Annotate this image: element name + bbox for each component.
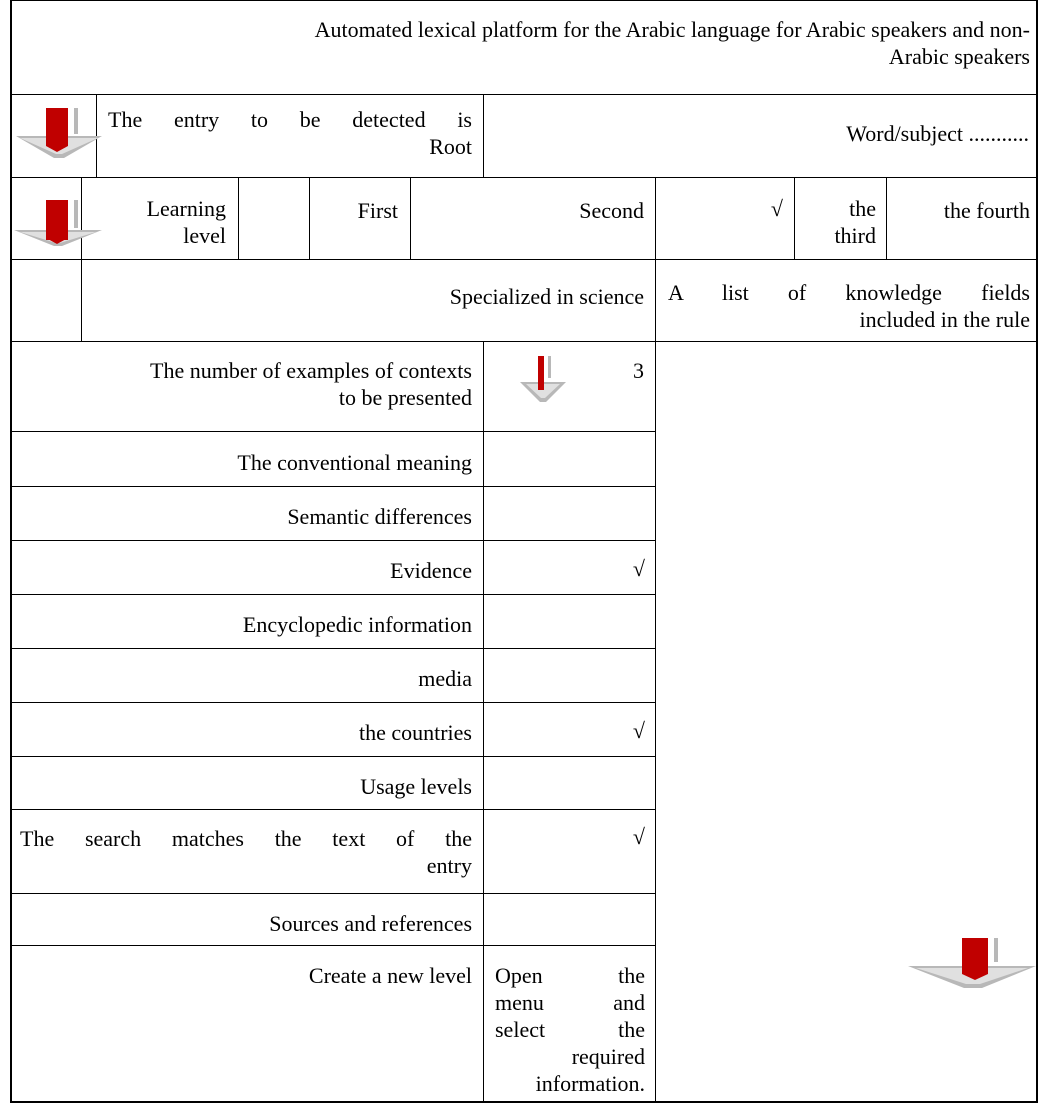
- option-check[interactable]: √: [632, 556, 645, 581]
- learning-level-line-2: level: [183, 223, 226, 248]
- knowledge-fields-line-2: included in the rule: [859, 307, 1030, 332]
- examples-count-value[interactable]: 3: [633, 358, 644, 383]
- instr-line-1: [495, 962, 645, 989]
- specialized-in-science-label: Specialized in science: [449, 284, 644, 309]
- option-label: Semantic differences: [287, 504, 472, 529]
- level-third-option[interactable]: [798, 195, 876, 249]
- search-matches-label: [20, 825, 472, 879]
- examples-count-line-1: The number of examples of contexts: [150, 358, 472, 383]
- knowledge-fields-list[interactable]: [668, 279, 1030, 333]
- level-fourth-option[interactable]: the fourth: [943, 198, 1030, 223]
- knowledge-fields-line-1: A list of knowledge fields: [668, 280, 1030, 305]
- search-matches-line-2: entry: [426, 853, 472, 878]
- search-matches-check[interactable]: √: [632, 824, 645, 849]
- down-arrow-icon[interactable]: [518, 352, 568, 404]
- entry-label-line-1: The entry to be detected is: [108, 107, 472, 132]
- down-arrow-icon[interactable]: [14, 100, 104, 160]
- create-new-level-label: Create a new level: [308, 963, 472, 988]
- platform-title-line-2: Arabic speakers: [888, 44, 1030, 69]
- instr-word: select: [495, 1017, 546, 1042]
- instr-word: Open: [495, 963, 543, 988]
- instr-word: the: [618, 1017, 645, 1042]
- option-check[interactable]: √: [632, 718, 645, 743]
- option-label: media: [418, 666, 472, 691]
- examples-count-label: [20, 357, 472, 411]
- learning-level-label: [88, 195, 226, 249]
- entry-label: [108, 106, 472, 160]
- examples-count-line-2: to be presented: [338, 385, 472, 410]
- option-label: The conventional meaning: [237, 450, 472, 475]
- option-label: Evidence: [390, 558, 472, 583]
- level-first-option[interactable]: First: [357, 198, 398, 223]
- platform-title: [20, 16, 1030, 70]
- down-arrow-icon[interactable]: [906, 932, 1038, 990]
- instr-word: the: [618, 963, 645, 988]
- word-subject-field[interactable]: Word/subject ...........: [846, 121, 1029, 146]
- instr-line-5: information.: [535, 1071, 645, 1096]
- entry-label-line-2: Root: [429, 134, 472, 159]
- search-matches-line-1: The search matches the text of the: [20, 826, 472, 851]
- option-label: the countries: [358, 720, 472, 745]
- instr-word: and: [613, 990, 645, 1015]
- level-second-option[interactable]: Second: [579, 198, 644, 223]
- option-label: Usage levels: [360, 774, 472, 799]
- sources-references-label: Sources and references: [269, 911, 472, 936]
- level-third-line-2: third: [834, 223, 876, 248]
- instr-line-2: [495, 989, 645, 1016]
- instr-line-3: [495, 1016, 645, 1043]
- instr-line-4: required: [571, 1044, 645, 1069]
- instr-word: menu: [495, 990, 544, 1015]
- level-check-mark[interactable]: √: [770, 196, 783, 221]
- level-third-line-1: the: [849, 196, 876, 221]
- learning-level-line-1: Learning: [146, 196, 226, 221]
- platform-title-line-1: Automated lexical platform for the Arabic language for Arabic speakers and non-: [314, 17, 1030, 42]
- option-label: Encyclopedic information: [242, 612, 472, 637]
- lexical-platform-table: [10, 0, 1038, 1103]
- new-level-instructions: [495, 962, 645, 1097]
